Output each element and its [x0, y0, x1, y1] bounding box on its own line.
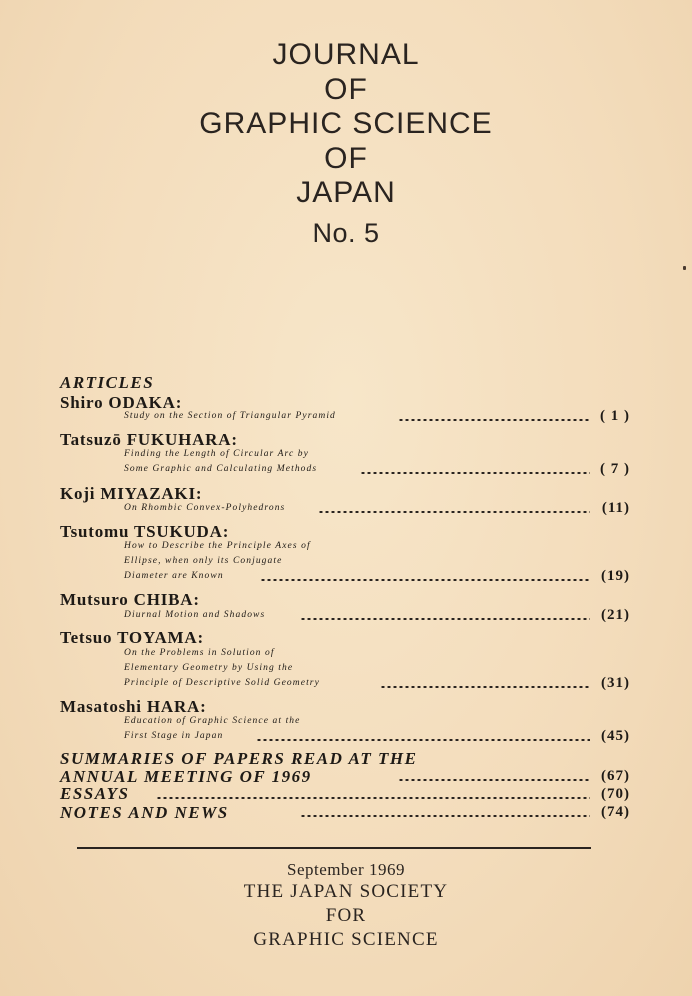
section-heading: SUMMARIES OF PAPERS READ AT THE: [60, 749, 418, 768]
dot-leader: [260, 579, 590, 581]
article-page-number: ( 7 ): [600, 461, 630, 477]
dot-leader: [256, 739, 590, 741]
article-page-number: (21): [601, 607, 630, 623]
journal-title-line: JOURNAL: [272, 38, 420, 71]
article-title-line: First Stage in Japan: [124, 731, 224, 741]
section-heading: ANNUAL MEETING OF 1969: [60, 767, 312, 786]
publication-footer: [0, 860, 692, 952]
article-author: Tatsuzō FUKUHARA:: [60, 430, 238, 449]
article-title-line: Diameter are Known: [124, 571, 224, 581]
section-page-number: (74): [601, 804, 630, 820]
article-author: Mutsuro CHIBA:: [60, 590, 200, 609]
dot-leader: [398, 419, 590, 421]
article-title-line: Principle of Descriptive Solid Geometry: [124, 678, 320, 688]
article-title-line: On Rhombic Convex-Polyhedrons: [124, 503, 286, 513]
divider-rule: [77, 847, 591, 849]
publication-date: September 1969: [287, 860, 405, 879]
section-page-number: (67): [601, 768, 630, 784]
section-page-number: (70): [601, 786, 630, 802]
dot-leader: [300, 618, 590, 620]
issue-number: No. 5: [312, 217, 380, 248]
journal-title-line: OF: [324, 141, 368, 175]
article-page-number: (11): [601, 500, 630, 516]
journal-title-line: JAPAN: [296, 176, 396, 209]
section-heading: NOTES AND NEWS: [60, 803, 229, 822]
publisher-line: GRAPHIC SCIENCE: [253, 929, 439, 950]
dot-leader: [156, 797, 590, 799]
article-page-number: (45): [601, 728, 630, 744]
article-page-number: ( 1 ): [600, 408, 630, 424]
article-title-line: Study on the Section of Triangular Pyramid: [124, 411, 336, 421]
articles-heading: ARTICLES: [60, 373, 155, 392]
article-title-line: How to Describe the Principle Axes of: [124, 541, 311, 551]
article-title-line: Education of Graphic Science at the: [124, 716, 301, 726]
journal-title-line: OF: [324, 72, 368, 106]
section-heading: ESSAYS: [60, 784, 130, 803]
article-title-line: Elementary Geometry by Using the: [124, 663, 294, 673]
dot-leader: [380, 686, 590, 688]
article-page-number: (19): [601, 568, 630, 584]
article-title-line: Finding the Length of Circular Arc by: [124, 449, 309, 459]
article-title-line: Diurnal Motion and Shadows: [124, 610, 266, 620]
journal-title-line: GRAPHIC SCIENCE: [199, 107, 493, 140]
article-author: Tsutomu TSUKUDA:: [60, 522, 230, 541]
publisher-line: FOR: [325, 905, 367, 926]
article-author: Shiro ODAKA:: [60, 393, 183, 412]
article-page-number: (31): [601, 675, 630, 691]
dot-leader: [398, 779, 590, 781]
dot-leader: [360, 472, 590, 474]
article-author: Tetsuo TOYAMA:: [60, 628, 204, 647]
article-title-line: Ellipse, when only its Conjugate: [124, 556, 283, 566]
publisher-line: THE JAPAN SOCIETY: [243, 881, 449, 902]
article-author: Masatoshi HARA:: [60, 697, 207, 716]
article-title-line: On the Problems in Solution of: [124, 648, 275, 658]
article-author: Koji MIYAZAKI:: [60, 484, 203, 503]
dot-leader: [318, 511, 590, 513]
article-title-line: Some Graphic and Calculating Methods: [124, 464, 318, 474]
dot-leader: [300, 815, 590, 817]
paper-speck: [683, 266, 686, 270]
